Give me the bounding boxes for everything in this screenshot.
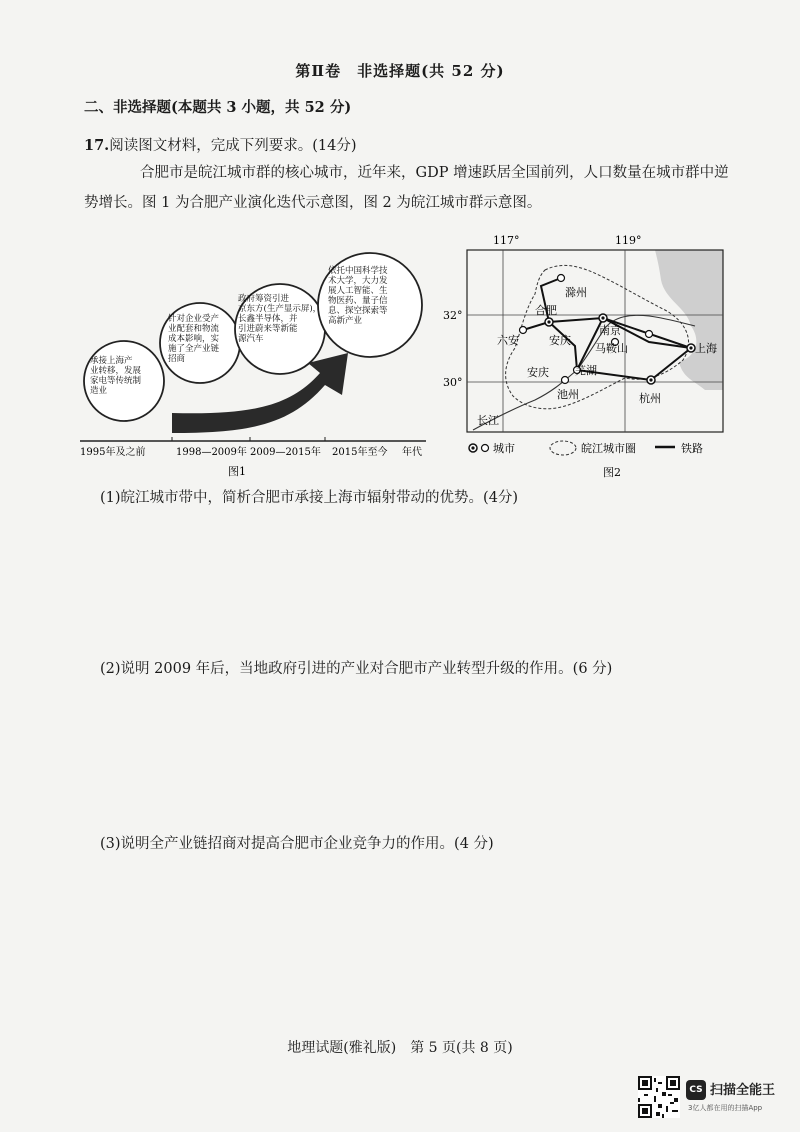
stage-text-line: 物医药、量子信 xyxy=(328,296,388,306)
period-label: 2015年至今 xyxy=(332,447,388,458)
app-slogan: 3亿人都在用的扫描App xyxy=(688,1104,763,1112)
legend-railway-label: 铁路 xyxy=(681,442,703,455)
city-label: 安庆 xyxy=(549,334,571,347)
city-label: 马鞍山 xyxy=(595,342,628,355)
figure-2-caption: 图2 xyxy=(603,466,621,479)
city-label: 滁州 xyxy=(565,286,587,299)
stage-text-line: 京东方(生产显示屏)， xyxy=(238,304,322,314)
city-label: 池州 xyxy=(557,388,579,401)
sub-question-1: (1)皖江城市带中，简析合肥市承接上海市辐射带动的优势。(4分) xyxy=(100,490,519,506)
stage-text-line: 施了全产业链 xyxy=(168,344,220,354)
legend-region-icon xyxy=(550,441,576,455)
city-label: 芜湖 xyxy=(575,364,597,377)
stage-text-line: 长鑫半导体，并 xyxy=(238,314,298,324)
latitude-label: 32° xyxy=(443,309,463,322)
legend-city-icon xyxy=(482,445,489,452)
figure-1-caption: 图1 xyxy=(228,465,246,478)
stage-text-line: 引进蔚来等新能 xyxy=(238,324,298,334)
question-paragraph: 合肥市是皖江城市群的核心城市，近年来，GDP 增速跃居全国前列，人口数量在城市群中逆势增长。图 1 为合肥产业演化迭代示意图，图 2 为皖江城市群示意图。 xyxy=(84,165,729,211)
app-badge: CS xyxy=(686,1080,706,1100)
river-label: 长江 xyxy=(477,414,499,427)
legend-city-label: 城市 xyxy=(493,442,515,455)
stage-text-line: 依托中国科学技 xyxy=(328,266,388,276)
city-label: 合肥 xyxy=(535,304,557,317)
stage-text-line: 招商 xyxy=(168,354,186,364)
city-label: 南京 xyxy=(599,324,621,337)
app-brand: 扫描全能王 xyxy=(710,1083,776,1098)
stage-text-line: 成本影响，实 xyxy=(168,334,220,344)
city-marker xyxy=(562,377,569,384)
stage-text-line: 息、探空探索等 xyxy=(328,306,388,316)
legend-region-label: 皖江城市圈 xyxy=(581,442,636,455)
period-label: 2009—2015年 xyxy=(250,447,321,458)
part-heading: 二、非选择题(本题共 3 小题，共 52 分) xyxy=(84,99,352,116)
question-prompt: 阅读图文材料，完成下列要求。(14分) xyxy=(109,138,357,154)
qr-code-icon xyxy=(638,1076,680,1118)
stage-text-line: 业配套和物流 xyxy=(168,324,220,334)
sub-question-2: (2)说明 2009 年后，当地政府引进的产业对合肥市产业转型升级的作用。(6 分) xyxy=(100,661,613,677)
figure-2-map xyxy=(443,230,725,480)
longitude-label: 117° xyxy=(493,234,520,247)
city-label: 安庆 xyxy=(527,366,549,379)
city-marker xyxy=(646,331,653,338)
city-label: 上海 xyxy=(695,342,717,355)
question-number: 17. xyxy=(84,137,110,154)
stage-text-line: 展人工智能、生 xyxy=(328,286,388,296)
stage-text-line: 政府筹资引进 xyxy=(238,294,290,304)
city-label: 杭州 xyxy=(639,392,661,405)
stage-text-line: 造业 xyxy=(90,386,108,396)
page-footer: 地理试题(雅礼版) 第 5 页(共 8 页) xyxy=(287,1040,513,1056)
period-label: 1998—2009年 xyxy=(176,447,247,458)
sub-question-3: (3)说明全产业链招商对提高合肥市企业竞争力的作用。(4 分) xyxy=(100,836,494,852)
stage-text-line: 业转移，发展 xyxy=(90,366,142,376)
axis-unit: 年代 xyxy=(402,447,422,458)
figure-1-industry-evolution xyxy=(80,245,430,480)
longitude-label: 119° xyxy=(615,234,642,247)
stage-text-line: 高新产业 xyxy=(328,316,363,326)
question-header xyxy=(84,134,357,155)
stage-text-line: 承接上海产 xyxy=(90,356,133,366)
city-marker xyxy=(520,327,527,334)
stage-text-line: 家电等传统制 xyxy=(90,376,142,386)
scanner-watermark xyxy=(638,1076,788,1122)
city-label: 六安 xyxy=(497,334,519,347)
stage-text-line: 术大学，大力发 xyxy=(328,276,388,286)
period-label: 1995年及之前 xyxy=(80,447,146,458)
stage-text-line: 源汽车 xyxy=(238,334,264,344)
latitude-label: 30° xyxy=(443,376,463,389)
city-marker xyxy=(558,275,565,282)
section-title: 第Ⅱ卷 非选择题(共 52 分) xyxy=(295,62,505,80)
stage-text-line: 针对企业受产 xyxy=(168,314,220,324)
